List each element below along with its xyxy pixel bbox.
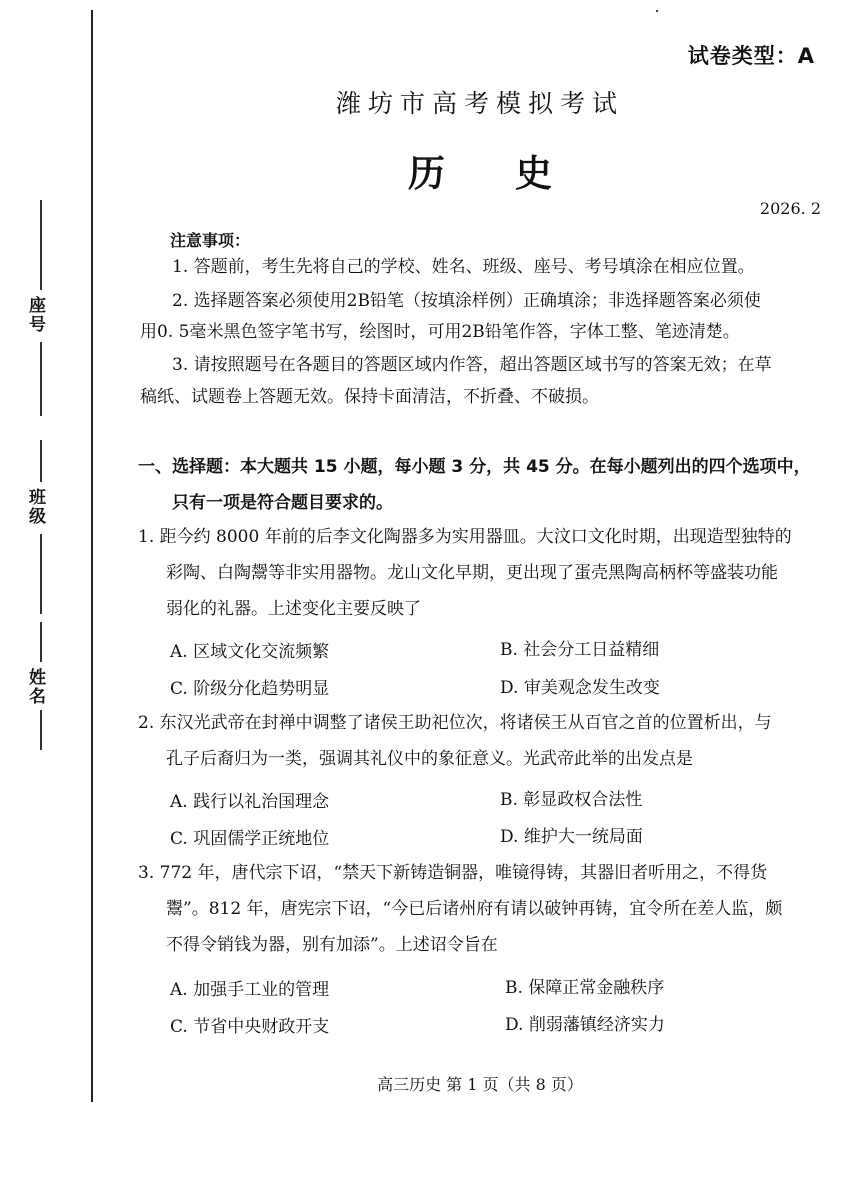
name-blank-lower	[40, 710, 42, 750]
question-1-option-c[interactable]: C. 阶级分化趋势明显	[170, 679, 330, 699]
name-label: 姓名	[25, 668, 45, 706]
question-1-line-3: 弱化的礼器。上述变化主要反映了	[166, 599, 421, 619]
section-heading: 一、选择题：本大题共 15 小题，每小题 3 分，共 45 分。在每小题列出的四个选项中，	[138, 457, 811, 477]
question-3-option-a[interactable]: A. 加强手工业的管理	[170, 980, 330, 1000]
seat-number-label: 座号	[25, 296, 45, 334]
name-blank	[40, 622, 42, 662]
paper-type: 试卷类型：A	[687, 44, 815, 68]
note-1: 1. 答题前，考生先将自己的学校、姓名、班级、座号、考号填涂在相应位置。	[172, 257, 755, 277]
question-3-line-2: 鬻”。812 年，唐宪宗下诏，“今已后诸州府有请以破钟再铸，宜令所在差人监，颇	[166, 899, 783, 919]
question-3-option-d[interactable]: D. 削弱藩镇经济实力	[505, 1015, 665, 1035]
seat-number-blank-lower	[40, 342, 42, 416]
question-1-option-d[interactable]: D. 审美观念发生改变	[500, 678, 660, 698]
question-1-option-a[interactable]: A. 区域文化交流频繁	[170, 642, 330, 662]
subject-title: 历史	[408, 152, 622, 195]
exam-date: 2026. 2	[759, 199, 821, 218]
note-2-line-2: 用0. 5毫米黑色签字笔书写，绘图时，可用2B铅笔作答，字体工整、笔迹清楚。	[140, 322, 740, 342]
scan-speck	[656, 10, 658, 12]
exam-title: 潍坊市高考模拟考试	[335, 89, 624, 118]
question-2-option-b[interactable]: B. 彰显政权合法性	[500, 790, 643, 810]
note-3-line-1: 3. 请按照题号在各题目的答题区域内作答，超出答题区域书写的答案无效；在草	[172, 355, 772, 375]
class-blank-lower	[40, 534, 42, 614]
question-2-line-2: 孔子后裔归为一类，强调其礼仪中的象征意义。光武帝此举的出发点是	[166, 749, 693, 769]
note-2-line-1: 2. 选择题答案必须使用2B铅笔（按填涂样例）正确填涂；非选择题答案必须使	[172, 291, 761, 311]
question-3-line-3: 不得令销钱为器，别有加添”。上述诏令旨在	[166, 935, 498, 955]
question-1-line-1: 1. 距今约 8000 年前的后李文化陶器多为实用器皿。大汶口文化时期，出现造型独特的	[138, 527, 792, 547]
question-2-option-d[interactable]: D. 维护大一统局面	[500, 827, 643, 847]
section-heading-cont: 只有一项是符合题目要求的。	[172, 493, 393, 513]
question-3-line-1: 3. 772 年，唐代宗下诏，“禁天下新铸造铜器，唯镜得铸，其器旧者听用之，不得货	[138, 863, 768, 883]
question-3-option-c[interactable]: C. 节省中央财政开支	[170, 1017, 330, 1037]
question-2-option-a[interactable]: A. 践行以礼治国理念	[170, 792, 330, 812]
note-3-line-2: 稿纸、试题卷上答题无效。保持卡面清洁，不折叠、不破损。	[140, 387, 599, 407]
page-footer: 高三历史 第 1 页（共 8 页）	[377, 1075, 583, 1094]
class-label: 班级	[25, 488, 45, 526]
class-blank	[40, 440, 42, 482]
question-1-option-b[interactable]: B. 社会分工日益精细	[500, 640, 660, 660]
question-2-option-c[interactable]: C. 巩固儒学正统地位	[170, 829, 330, 849]
question-1-line-2: 彩陶、白陶鬶等非实用器物。龙山文化早期，更出现了蛋壳黑陶高柄杯等盛装功能	[166, 563, 778, 583]
seat-number-blank	[40, 200, 42, 290]
question-2-line-1: 2. 东汉光武帝在封禅中调整了诸侯王助祀位次，将诸侯王从百官之首的位置析出，与	[138, 713, 772, 733]
question-3-option-b[interactable]: B. 保障正常金融秩序	[505, 978, 665, 998]
notes-heading: 注意事项：	[170, 231, 251, 250]
